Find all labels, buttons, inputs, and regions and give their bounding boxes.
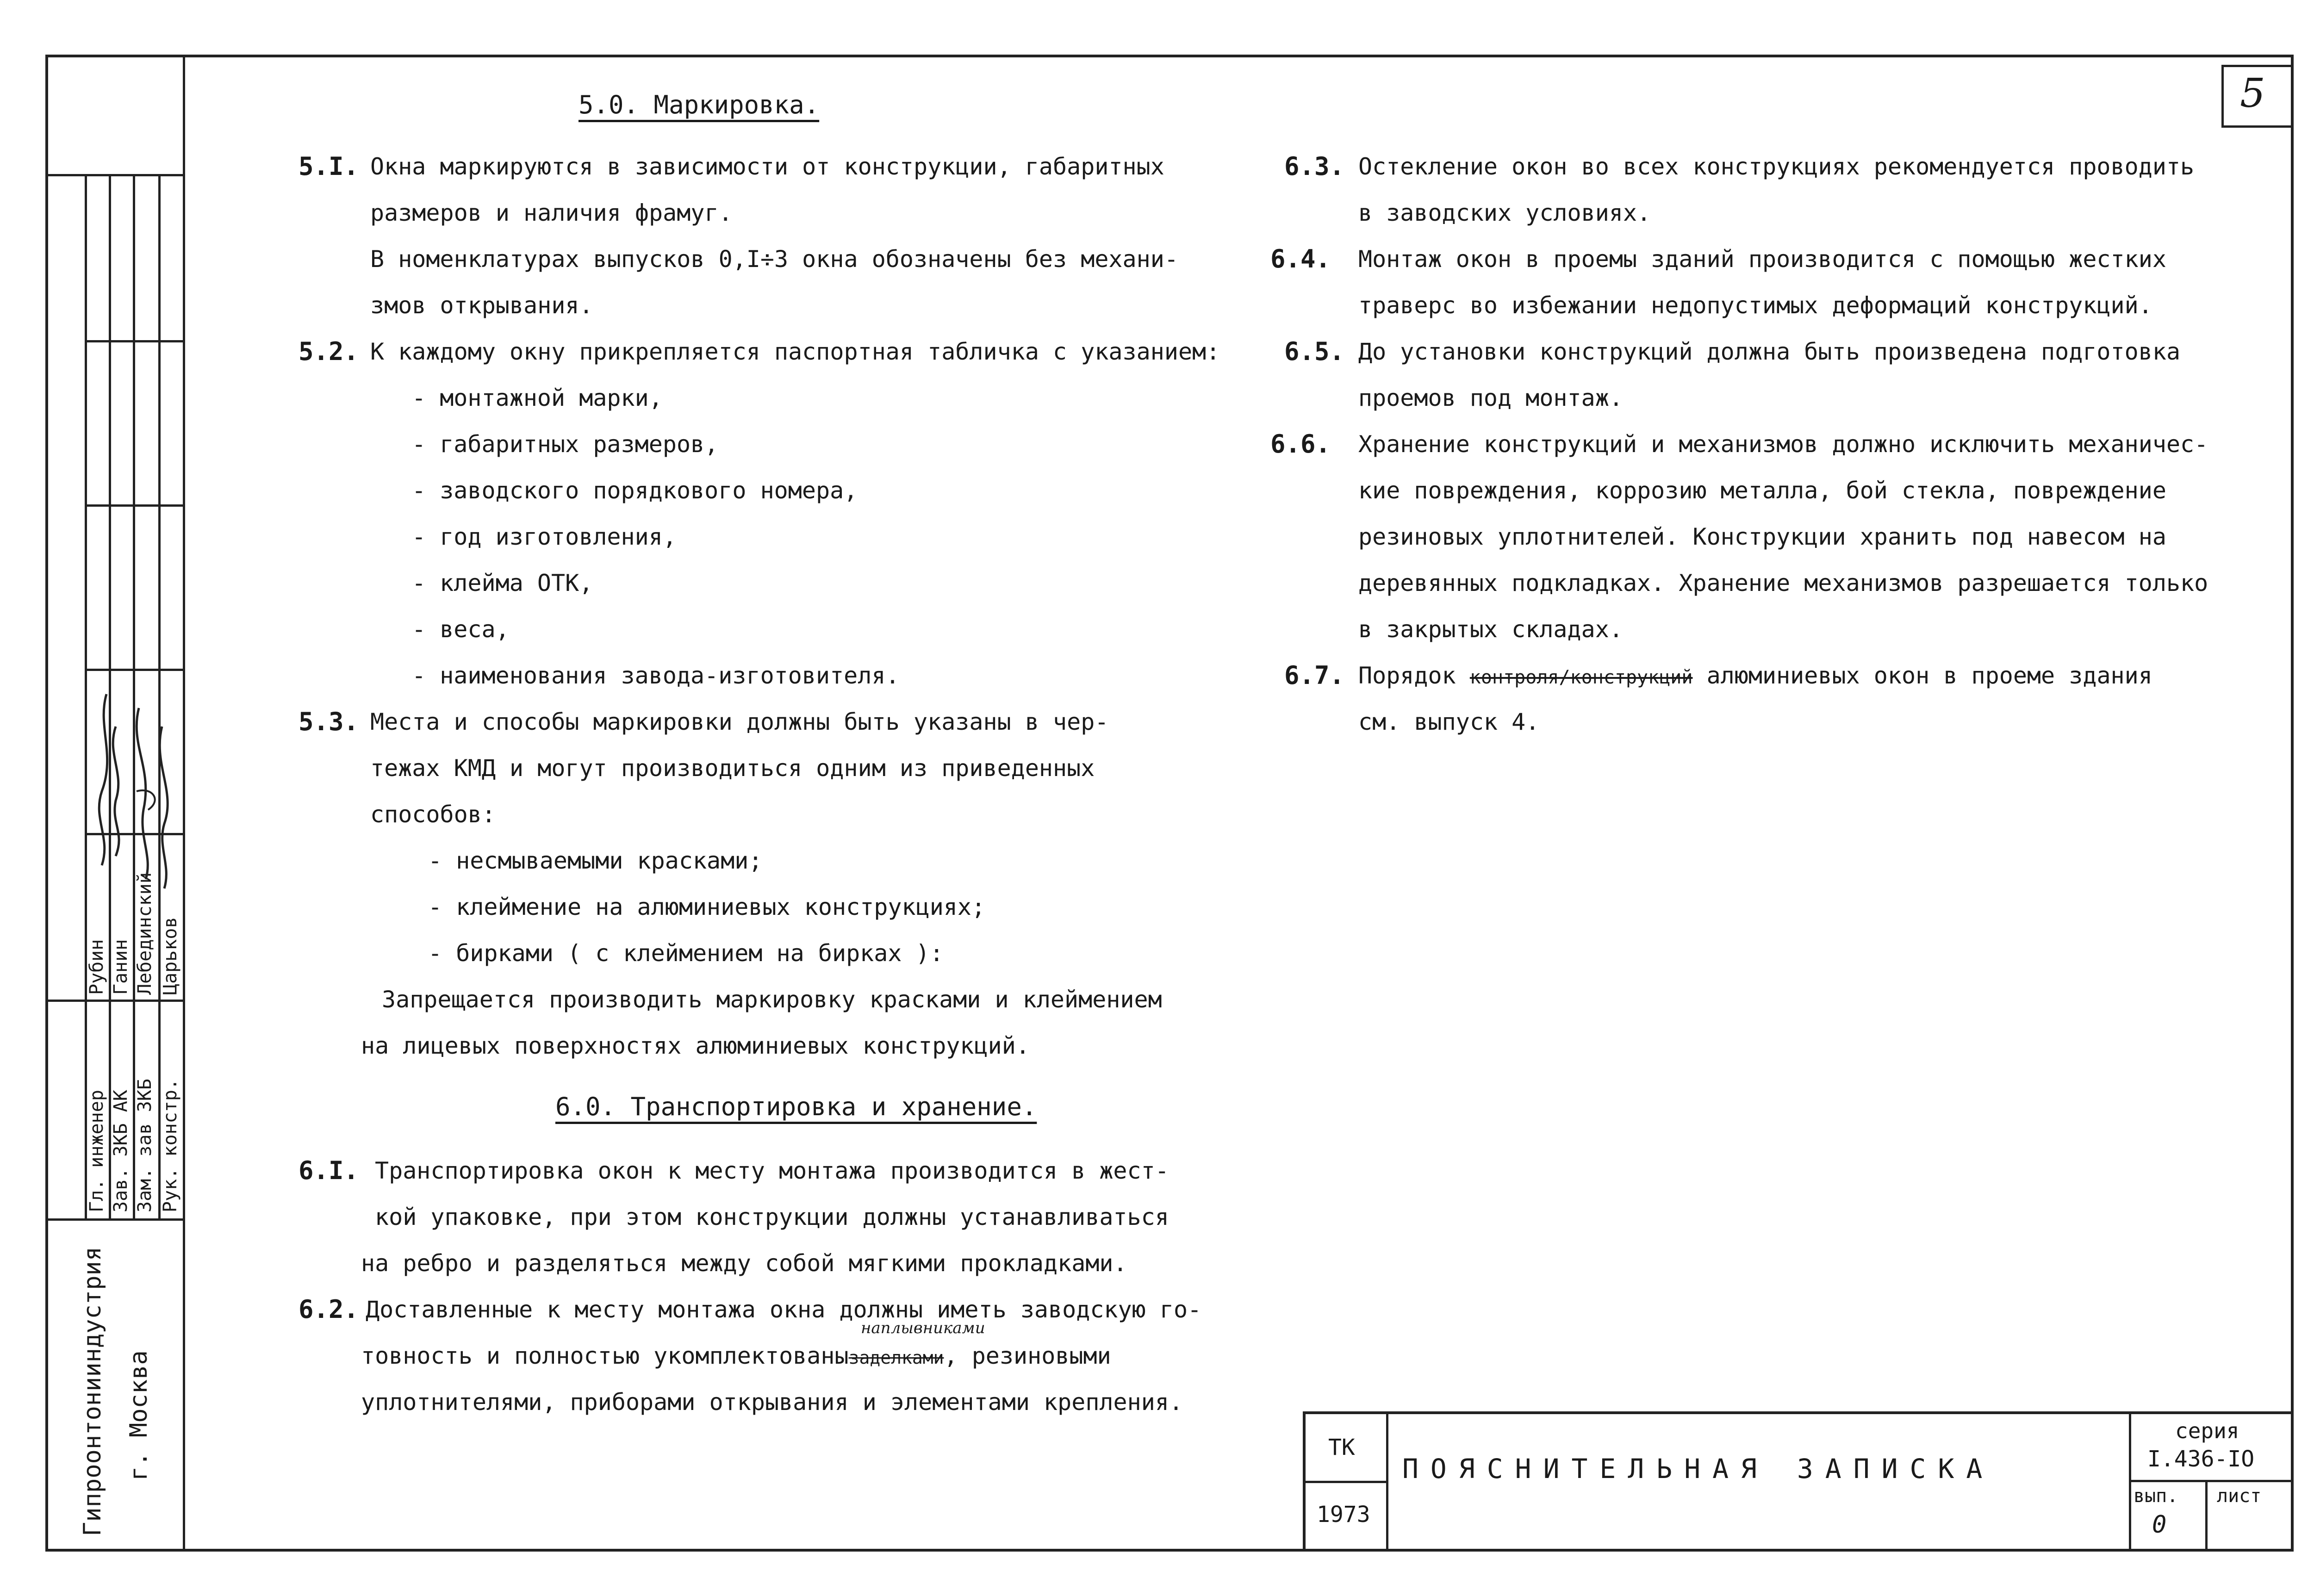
item-number: 5.3. — [299, 707, 359, 736]
item-line: тежах КМД и могут производиться одним из приведенных — [370, 755, 1095, 782]
title-block-line — [1303, 1481, 1387, 1483]
item-number: 6.3. — [1284, 152, 1345, 181]
item-line: Монтаж окон в проемы зданий производится с помощью жестких — [1358, 246, 2166, 273]
section5-heading: 5.0. Маркировка. — [578, 90, 820, 119]
strip-line — [45, 1000, 185, 1002]
item-line: - клейма ОТК, — [412, 570, 593, 596]
strip-position: Зам. зав ЗКБ — [134, 1079, 156, 1212]
item-line: - заводского порядкового номера, — [412, 477, 858, 504]
item-number: 5.2. — [299, 337, 359, 366]
issue-label: вып. — [2134, 1485, 2178, 1507]
strip-line — [85, 340, 184, 342]
item-number: 6.4. — [1270, 244, 1331, 273]
strip-line — [85, 504, 184, 507]
item-line: - монтажной марки, — [412, 385, 663, 411]
item-line: - клеймение на алюминиевых конструкциях; — [428, 894, 986, 920]
item-number: 5.I. — [299, 152, 359, 181]
item-line: проемов под монтаж. — [1358, 385, 1623, 411]
strip-position: Гл. инженер — [86, 1090, 107, 1212]
item-line: кой упаковке, при этом конструкции должны устанавливаться — [375, 1204, 1169, 1230]
item-line: кие повреждения, коррозию металла, бой стекла, повреждение — [1358, 477, 2166, 504]
item-line: - бирками ( с клеймением на бирках ): — [428, 940, 944, 967]
item-line: Запрещается производить маркировку красками и клеймением — [382, 986, 1162, 1013]
item-line-part: товность и полностью укомплектованы — [361, 1342, 849, 1369]
handwritten-insert: наплывниками — [861, 1319, 985, 1337]
item-line: Места и способы маркировки должны быть указаны в чер- — [370, 708, 1109, 735]
item-number: 6.6. — [1270, 429, 1331, 459]
item-line: До установки конструкций должна быть произведена подготовка — [1358, 338, 2181, 365]
series-value: I.436-IO — [2147, 1446, 2255, 1472]
strip-name: Лебединский — [134, 872, 156, 995]
issue-value: 0 — [2152, 1511, 2167, 1539]
title-org-code: ТК — [1328, 1435, 1355, 1460]
series-label: серия — [2175, 1418, 2239, 1443]
item-line: Окна маркируются в зависимости от конструкции, габаритных — [370, 153, 1164, 180]
item-line: деревянных подкладках. Хранение механизмов разрешается только — [1358, 570, 2208, 596]
item-line: змов открывания. — [370, 292, 593, 319]
item-line-part: Порядок — [1358, 662, 1456, 689]
item-line: размеров и наличия фрамуг. — [370, 199, 733, 226]
title-block-line — [2205, 1480, 2208, 1552]
strip-name: Царьков — [160, 917, 181, 995]
item-line: на ребро и разделяться между собой мягкими прокладками. — [361, 1250, 1127, 1277]
item-line — [1358, 652, 2152, 701]
item-line: К каждому окну прикрепляется паспортная табличка с указанием: — [370, 338, 1220, 365]
strip-line — [45, 1218, 185, 1221]
item-line: уплотнителями, приборами открывания и элементами крепления. — [361, 1389, 1183, 1416]
item-line — [361, 1333, 1111, 1381]
strip-name: Ганин — [110, 939, 131, 995]
struck-word: заделками — [848, 1348, 944, 1368]
item-number: 6.7. — [1284, 661, 1345, 690]
item-line: - наименования завода-изготовителя. — [412, 662, 900, 689]
item-line: резиновых уплотнителей. Конструкции хранить под навесом на — [1358, 523, 2166, 550]
item-line-part: , резиновыми — [944, 1342, 1111, 1369]
item-line: В номенклатурах выпусков 0,I÷3 окна обозначены без механи- — [370, 246, 1178, 273]
item-line: Доставленные к месту монтажа окна должны иметь заводскую го- — [366, 1296, 1202, 1323]
item-number: 6.5. — [1284, 337, 1345, 366]
item-line-part: алюминиевых окон в проеме здания — [1692, 662, 2152, 689]
title-block-line — [2129, 1480, 2294, 1482]
item-number: 6.2. — [299, 1295, 359, 1324]
strip-position: Зав. ЗКБ АК — [110, 1090, 131, 1212]
signatures — [46, 671, 185, 995]
item-line: в заводских условиях. — [1358, 199, 1651, 226]
title-year: 1973 — [1317, 1502, 1370, 1528]
item-line: - габаритных размеров, — [412, 431, 719, 458]
item-line: - год изготовления, — [412, 523, 677, 550]
item-line: в закрытых складах. — [1358, 616, 1623, 643]
page-number: 5 — [2240, 70, 2265, 117]
item-line: Остекление окон во всех конструкциях рекомендуется проводить — [1358, 153, 2195, 180]
document-title: ПОЯСНИТЕЛЬНАЯ ЗАПИСКА — [1402, 1453, 1995, 1484]
sheet-label: лист — [2217, 1485, 2262, 1507]
item-line: Транспортировка окон к месту монтажа производится в жест- — [375, 1157, 1169, 1184]
strip-city: г. Москва — [125, 1350, 153, 1481]
item-line: траверс во избежании недопустимых деформаций конструкций. — [1358, 292, 2152, 319]
item-line: Хранение конструкций и механизмов должно исключить механичес- — [1358, 431, 2208, 458]
item-number: 6.I. — [299, 1156, 359, 1185]
item-line: см. выпуск 4. — [1358, 708, 1540, 735]
item-line: на лицевых поверхностях алюминиевых конструкций. — [361, 1032, 1030, 1059]
item-line: способов: — [370, 801, 496, 828]
strip-name: Рубин — [86, 939, 107, 995]
section6-heading: 6.0. Транспортировка и хранение. — [555, 1092, 1037, 1121]
item-line: - веса, — [412, 616, 510, 643]
strip-line — [45, 174, 185, 176]
strip-position: Рук. констр. — [160, 1079, 181, 1212]
struck-word: контроля/конструкций — [1469, 667, 1693, 688]
item-line: - несмываемыми красками; — [428, 847, 763, 874]
strip-org: Гипроонтонииндустрия — [79, 1246, 106, 1536]
